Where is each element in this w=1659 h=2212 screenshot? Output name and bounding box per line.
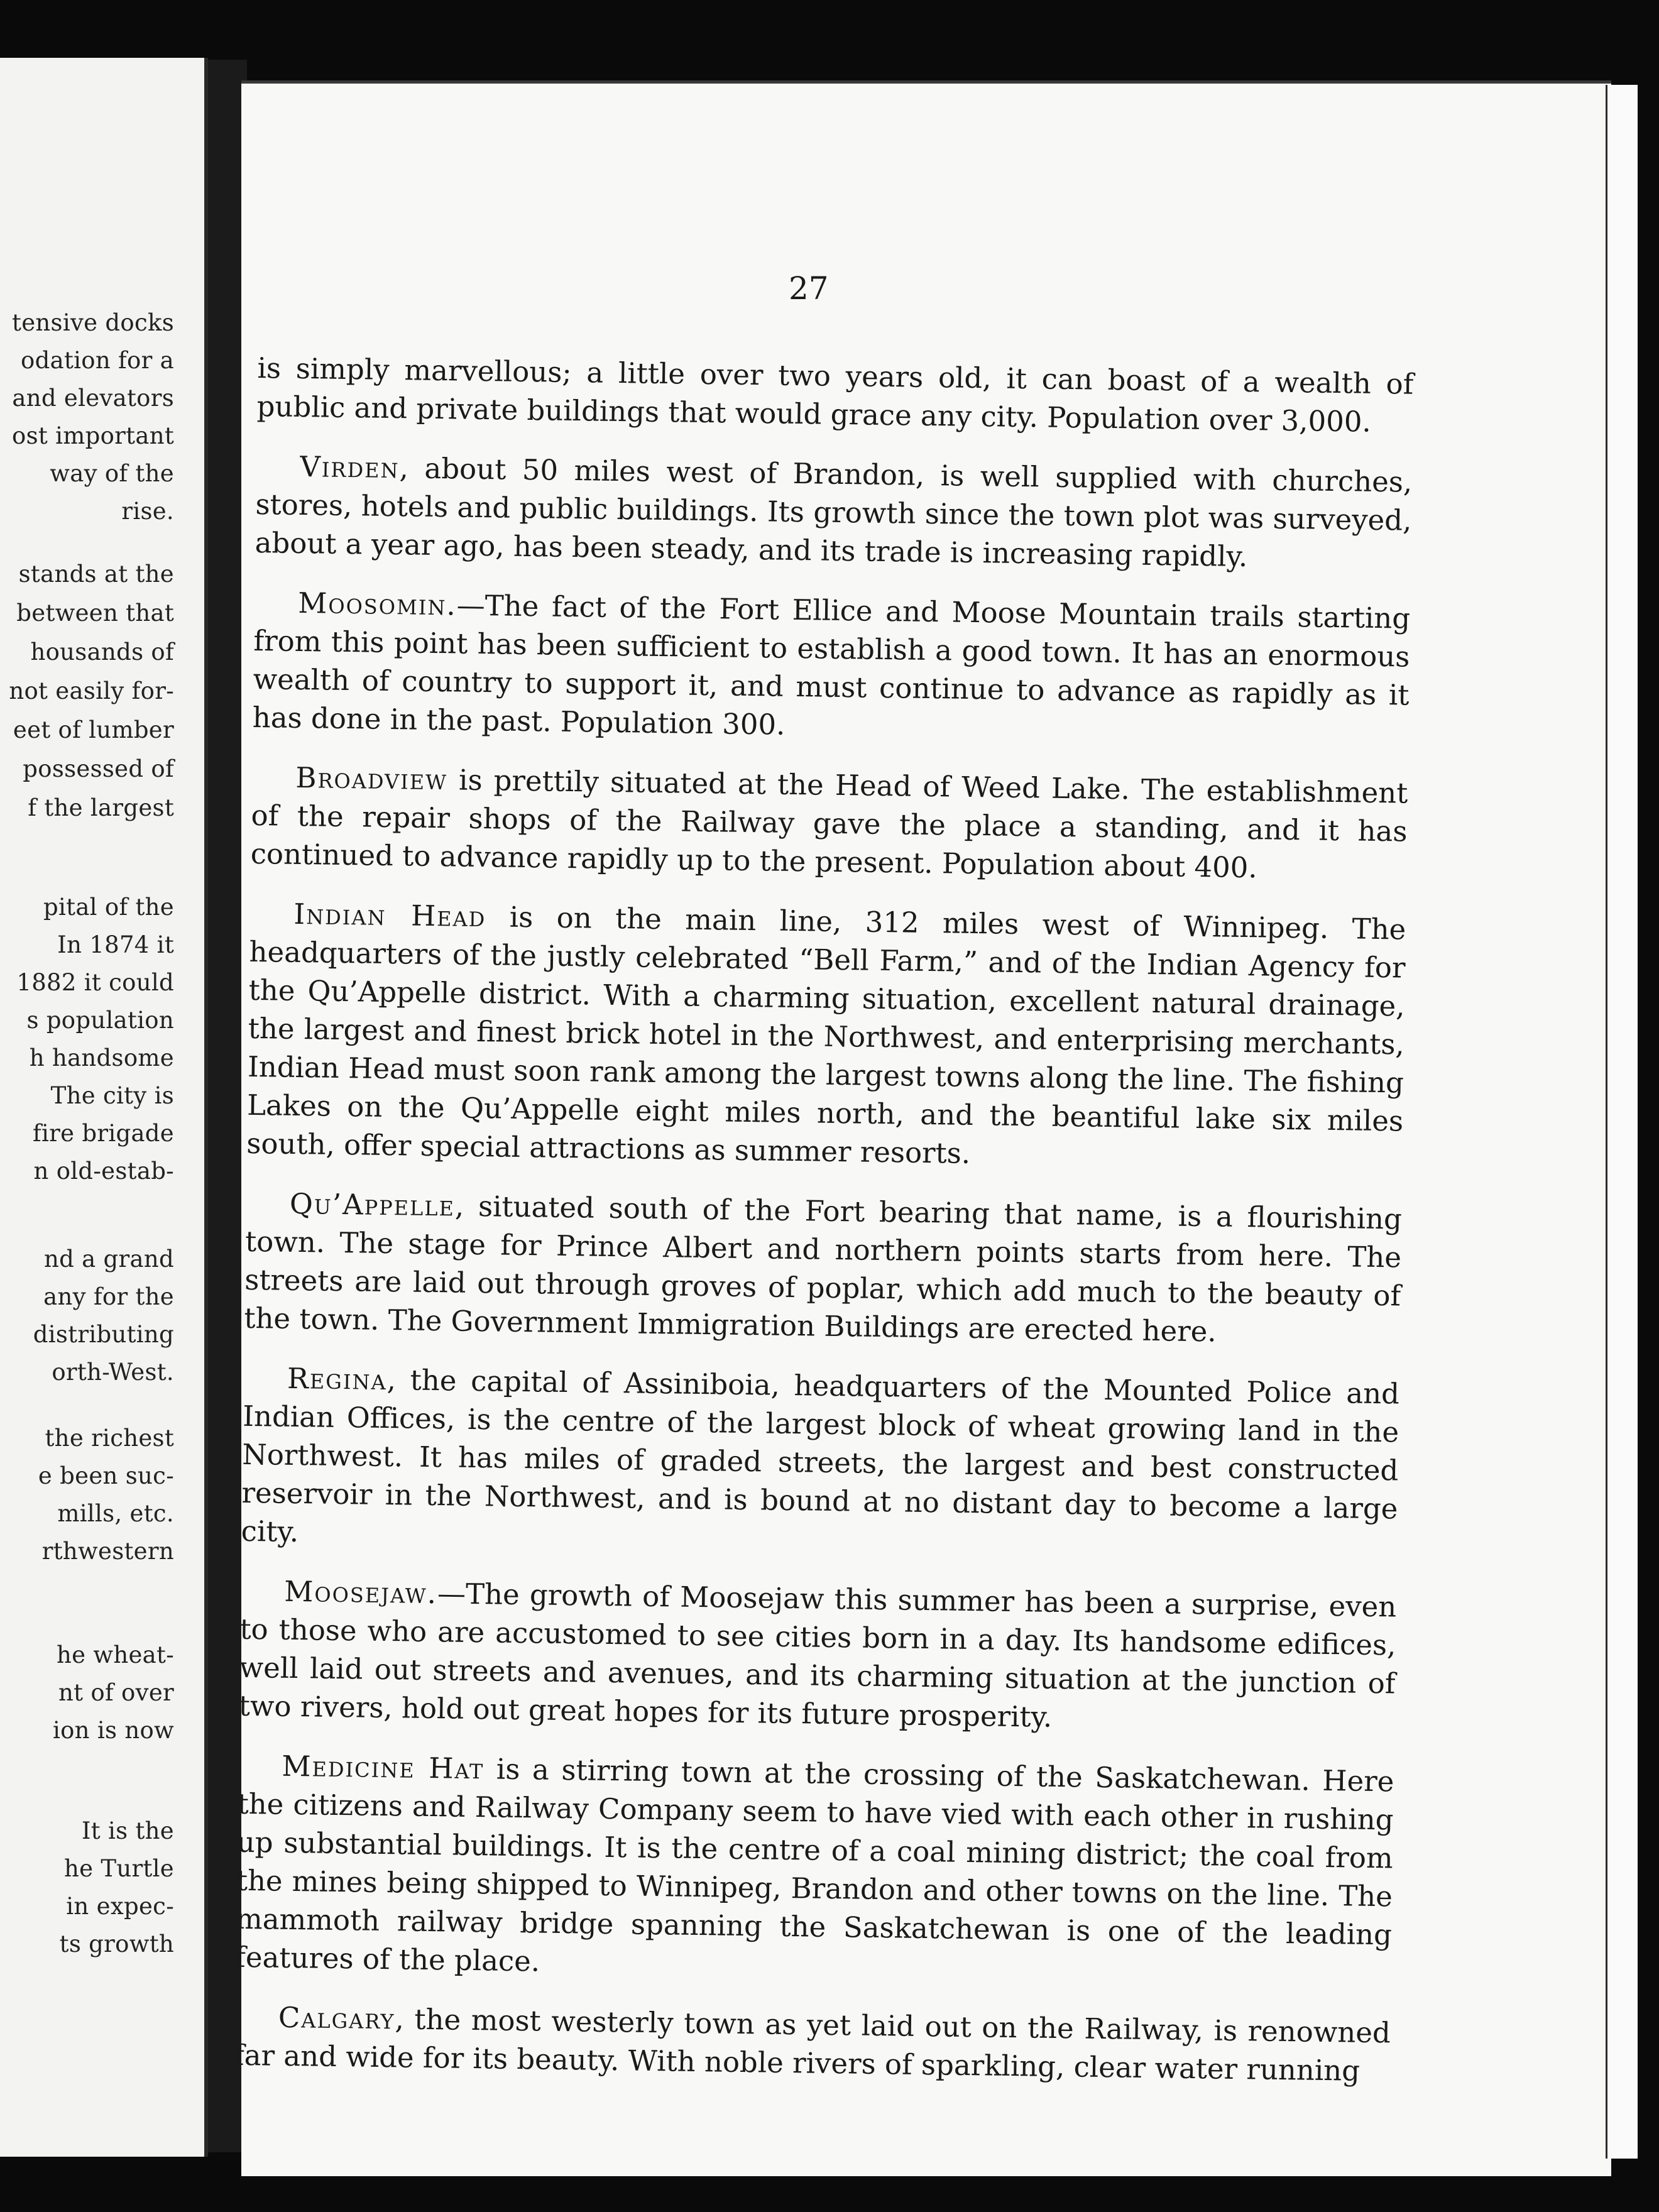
left-page-line: eet of lumber xyxy=(13,716,174,743)
left-page-line: possessed of xyxy=(23,755,174,782)
left-page-line: ost important xyxy=(12,422,174,449)
paragraph xyxy=(256,349,1414,442)
left-page-line: not easily for- xyxy=(9,677,174,704)
page-edge xyxy=(1606,85,1638,2159)
paragraph-text: is a stirring town at the crossing of the Saskatchewan. Here the citizens and Railway Company seem to have vied with each other in rushing up substantial buildings. It is the centre of a coal mining district; the coal from the mines being shipped to Winnipeg, Brandon and other towns on the line. The mammoth railway bridge spanning the Saskatchewan is one of the leading features of the place. xyxy=(234,1752,1394,1978)
paragraph-lead: Indian Head xyxy=(293,897,486,934)
page-body xyxy=(233,349,1414,2111)
left-page-line: pital of the xyxy=(43,894,174,921)
left-page-line: stands at the xyxy=(18,561,174,588)
paragraph xyxy=(252,583,1410,753)
left-page-line: nd a grand xyxy=(43,1246,174,1273)
paragraph-text: is simply marvellous; a little over two years old, it can boast of a wealth of public and private buildings that would grace any city. Population over 3,000. xyxy=(256,351,1414,439)
left-page-line: In 1874 it xyxy=(57,931,174,958)
left-page-line: any for the xyxy=(43,1283,174,1310)
paragraph-lead: Medicine Hat xyxy=(282,1749,485,1786)
left-page-line: e been suc- xyxy=(38,1462,174,1489)
left-page-line: f the largest xyxy=(28,794,174,821)
left-page-line: s population xyxy=(26,1007,174,1034)
left-page-line: It is the xyxy=(81,1817,174,1844)
paragraph xyxy=(238,1572,1396,1741)
left-page-line: The city is xyxy=(50,1082,174,1109)
left-page-line: rthwestern xyxy=(41,1538,174,1565)
left-page-line: nt of over xyxy=(58,1679,174,1706)
paragraph-text: is on the main line, 312 miles west of Winnipeg. The headquarters of the justly celebrated “Bell Farm,” and of the Indian Agency for the Qu’Appelle district. With a charming situation, excellent natural drainage, the largest and finest brick hotel in the Northwest, and enterprising merchants, Indian Head must soon rank among the largest towns along the line. The fishing Lakes on the Qu’Appelle eight miles north, and the beantiful lake six miles south, offer special attractions as summer resorts. xyxy=(246,900,1406,1170)
left-page-line: tensive docks xyxy=(12,309,174,336)
left-page-line: and elevators xyxy=(12,385,174,412)
paragraph-lead: Virden xyxy=(300,449,400,485)
paragraph-lead: Broadview xyxy=(295,760,448,797)
paragraph-text: , the most westerly town as yet laid out on the Railway, is renowned far and wide for its beauty. With noble rivers of sparkling, clear water running xyxy=(233,2002,1391,2088)
paragraph-text: , about 50 miles west of Brandon, is well supplied with churches, stores, hotels and public buildings. Its growth since the town plot was surveyed, about a year ago, has been steady, and its trade is increasing rapidly. xyxy=(255,451,1413,574)
paragraph-lead: Qu’Appelle xyxy=(289,1186,456,1223)
left-page-line: odation for a xyxy=(21,347,174,374)
left-page-line: in expec- xyxy=(66,1893,174,1920)
paragraph xyxy=(241,1359,1399,1567)
left-page-line: ion is now xyxy=(52,1717,174,1744)
left-page-line: n old-estab- xyxy=(33,1158,174,1185)
left-page-line: rise. xyxy=(121,498,174,525)
left-page-line: fire brigade xyxy=(32,1120,174,1147)
page-number: 27 xyxy=(789,270,829,307)
left-page-line: h handsome xyxy=(29,1044,174,1071)
left-page-line: he Turtle xyxy=(64,1855,174,1882)
left-page-line: distributing xyxy=(33,1321,174,1348)
left-page-line: ts growth xyxy=(59,1930,174,1957)
paragraph-text: —The fact of the Fort Ellice and Moose Mountain trails starting from this point has been sufficient to establish a good town. It has an enormous wealth of country to support it, and must continue to advance as rapidly as it has done in the past. Population 300. xyxy=(252,588,1411,742)
paragraph-text: —The growth of Moosejaw this summer has been a surprise, even to those who are accustomed to see cities born in a day. Its handsome edifices, well laid out streets and avenues, and its charming situation at the junction of two rivers, hold out great hopes for its future prosperity. xyxy=(238,1577,1397,1734)
paragraph-lead: Calgary xyxy=(278,2000,395,2036)
left-page-line: 1882 it could xyxy=(16,969,174,996)
paragraph-text: , situated south of the Fort bearing that name, is a flourishing town. The stage for Prince Albert and northern points starts from here. The streets are laid out through groves of poplar, which add much to the beauty of the town. The Government Immigration Buildings are erected here. xyxy=(244,1189,1403,1349)
paragraph-text: is prettily situated at the Head of Weed Lake. The establishment of the repair shops of the Railway gave the place a standing, and it has continued to advance rapidly up to the present. Population about 400. xyxy=(250,763,1408,885)
left-page-line: the richest xyxy=(45,1425,174,1452)
paragraph xyxy=(235,1746,1394,1993)
left-page-line: between that xyxy=(16,600,174,627)
left-page-line: he wheat- xyxy=(56,1641,174,1668)
paragraph-lead: Moosejaw. xyxy=(284,1574,438,1611)
paragraph xyxy=(250,758,1408,889)
left-page xyxy=(0,58,208,2157)
paragraph-lead: Moosomin. xyxy=(297,586,457,622)
paragraph-text: , the capital of Assiniboia, headquarters of the Mounted Police and Indian Offices, is the centre of the largest block of wheat growing land in the Northwest. It has miles of graded streets, the largest and best constructed reservoir in the Northwest, and is bound at no distant day to become a large city. xyxy=(241,1363,1400,1549)
left-page-line: way of the xyxy=(50,460,174,487)
paragraph-lead: Regina xyxy=(287,1361,388,1397)
left-page-line: housands of xyxy=(30,638,174,665)
left-page-line: orth-West. xyxy=(52,1359,174,1386)
left-page-line: mills, etc. xyxy=(57,1500,174,1527)
paragraph xyxy=(246,894,1406,1179)
paragraph xyxy=(234,1998,1391,2091)
paragraph xyxy=(255,447,1412,578)
paragraph xyxy=(244,1184,1402,1354)
